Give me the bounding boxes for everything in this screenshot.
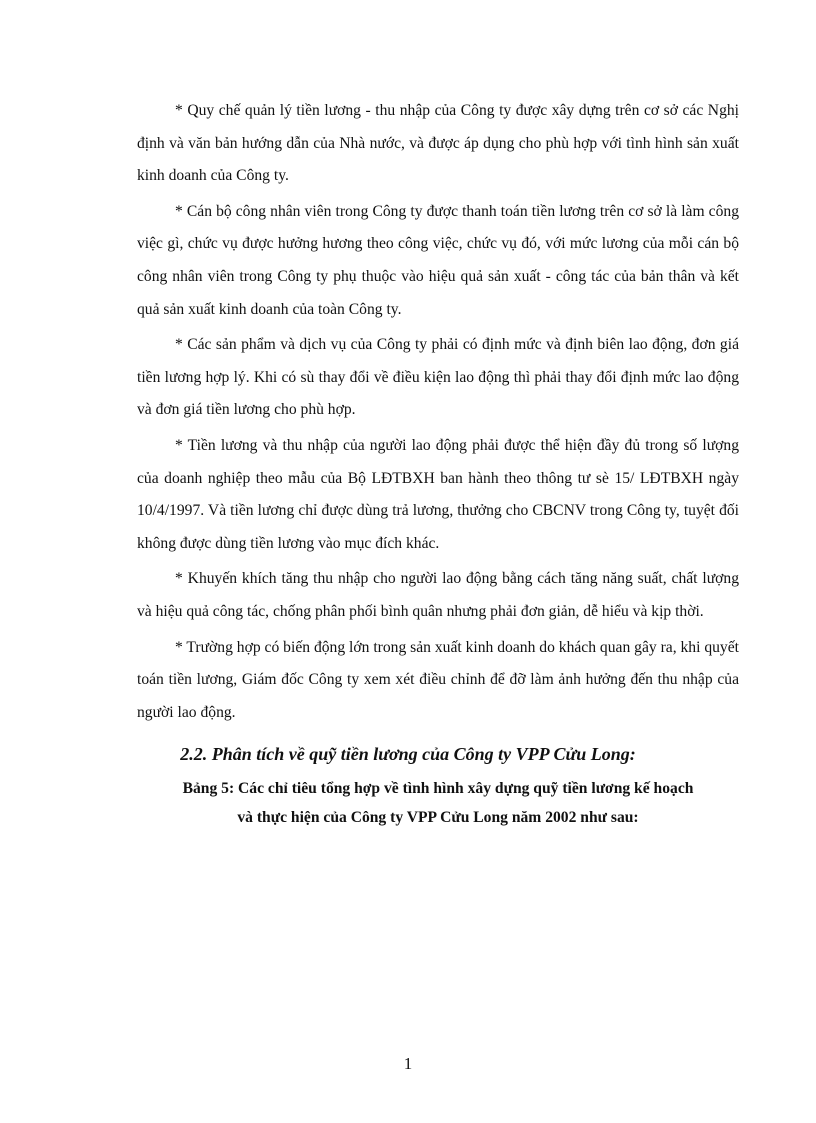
section-heading: 2.2. Phân tích về quỹ tiền lương của Công ty VPP Cửu Long: bbox=[180, 744, 636, 764]
table-caption bbox=[130, 774, 746, 832]
paragraph-income-records: * Tiền lương và thu nhập của người lao động phải được thể hiện đầy đủ trong số lượng của doanh nghiệp theo mẫu của Bộ LĐTBXH ban hành theo thông tư sè 15/ LĐTBXH ngày 10/4/1997. Và tiền lương chỉ được dùng trả lương, thưởng cho CBCNV trong Công ty, tuyệt đối không được dùng tiền lương vào mục đích khác. bbox=[137, 436, 739, 552]
paragraph-incentives: * Khuyến khích tăng thu nhập cho người lao động bằng cách tăng năng suất, chất lượng và hiệu quả công tác, chống phân phối bình quân nhưng phải đơn giản, dễ hiểu và kịp thời. bbox=[137, 570, 739, 620]
paragraph-norms: * Các sản phẩm và dịch vụ của Công ty phải có định mức và định biên lao động, đơn giá tiền lương hợp lý. Khi có sù thay đổi về điều kiện lao động thì phải thay đổi định mức lao động và đơn giá tiền lương cho phù hợp. bbox=[137, 336, 739, 419]
table-caption-line-2: và thực hiện của Công ty VPP Cửu Long năm 2002 như sau: bbox=[237, 809, 639, 826]
page-number: 1 bbox=[403, 1054, 413, 1073]
paragraph-adjustments: * Trường hợp có biến động lớn trong sản xuất kinh doanh do khách quan gây ra, khi quyết toán tiền lương, Giám đốc Công ty xem xét điều chỉnh để đỡ làm ảnh hưởng đến thu nhập của người lao động. bbox=[137, 638, 739, 721]
table-caption-line-1: Bảng 5: Các chỉ tiêu tổng hợp về tình hình xây dựng quỹ tiền lương kế hoạch bbox=[182, 780, 694, 797]
paragraph-salary-regulation: * Quy chế quản lý tiền lương - thu nhập của Công ty được xây dựng trên cơ sở các Nghị định và văn bản hướng dẫn của Nhà nước, và được áp dụng cho phù hợp với tình hình sản xuất kinh doanh của Công ty. bbox=[137, 102, 739, 185]
body-text bbox=[137, 95, 739, 732]
paragraph-staff-payment: * Cán bộ công nhân viên trong Công ty được thanh toán tiền lương trên cơ sở là làm công việc gì, chức vụ được hưởng hương theo công việc, chức vụ đó, với mức lương của mỗi cán bộ công nhân viên trong Công ty phụ thuộc vào hiệu quả sản xuất - công tác của bản thân và kết quả sản xuất kinh doanh của toàn Công ty. bbox=[137, 202, 739, 318]
